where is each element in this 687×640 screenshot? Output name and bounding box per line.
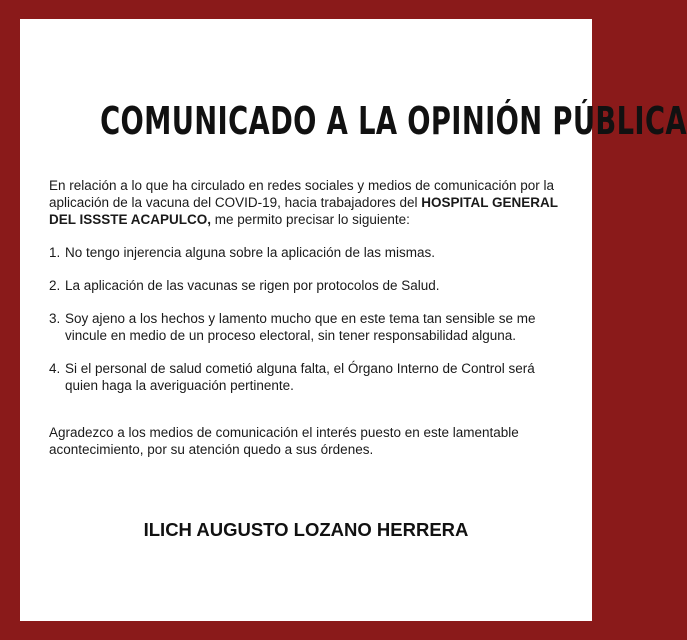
list-item-number: 2. — [49, 278, 61, 293]
list-item — [49, 360, 561, 394]
list-item — [49, 277, 561, 294]
intro-paragraph — [49, 177, 561, 228]
document-body — [49, 177, 561, 458]
list-item-text: Soy ajeno a los hechos y lamento mucho que en este tema tan sensible se me vincule en medio de un proceso electoral, sin tener responsabilidad alguna. — [65, 311, 536, 343]
list-item — [49, 244, 561, 261]
document-sheet — [20, 19, 687, 621]
list-item-number: 1. — [49, 245, 61, 260]
list-item-text: La aplicación de las vacunas se rigen por protocolos de Salud. — [65, 278, 440, 293]
list-item-number: 3. — [49, 311, 61, 326]
list-item — [49, 310, 561, 344]
intro-text-start: En relación a lo que ha circulado en redes sociales y medios de comunicación por la aplicación de la vacuna del COVID-19, hacia trabajadores del — [49, 178, 555, 210]
list-item-text: Si el personal de salud cometió alguna falta, el Órgano Interno de Control será quien haga la averiguación pertinente. — [65, 361, 535, 393]
closing-paragraph: Agradezco a los medios de comunicación el interés puesto en este lamentable acontecimiento, por su atención quedo a sus órdenes. — [49, 425, 519, 457]
hospital-name: HOSPITAL GENERAL DEL ISSSTE ACAPULCO, — [49, 195, 558, 227]
list-item-text: No tengo injerencia alguna sobre la aplicación de las mismas. — [65, 245, 435, 260]
signature: ILICH AUGUSTO LOZANO HERRERA — [143, 519, 469, 540]
list-item-number: 4. — [49, 361, 61, 376]
intro-text-end: me permito precisar lo siguiente: — [211, 212, 410, 227]
document-title: COMUNICADO A LA OPINIÓN PÚBLICA — [100, 99, 687, 143]
